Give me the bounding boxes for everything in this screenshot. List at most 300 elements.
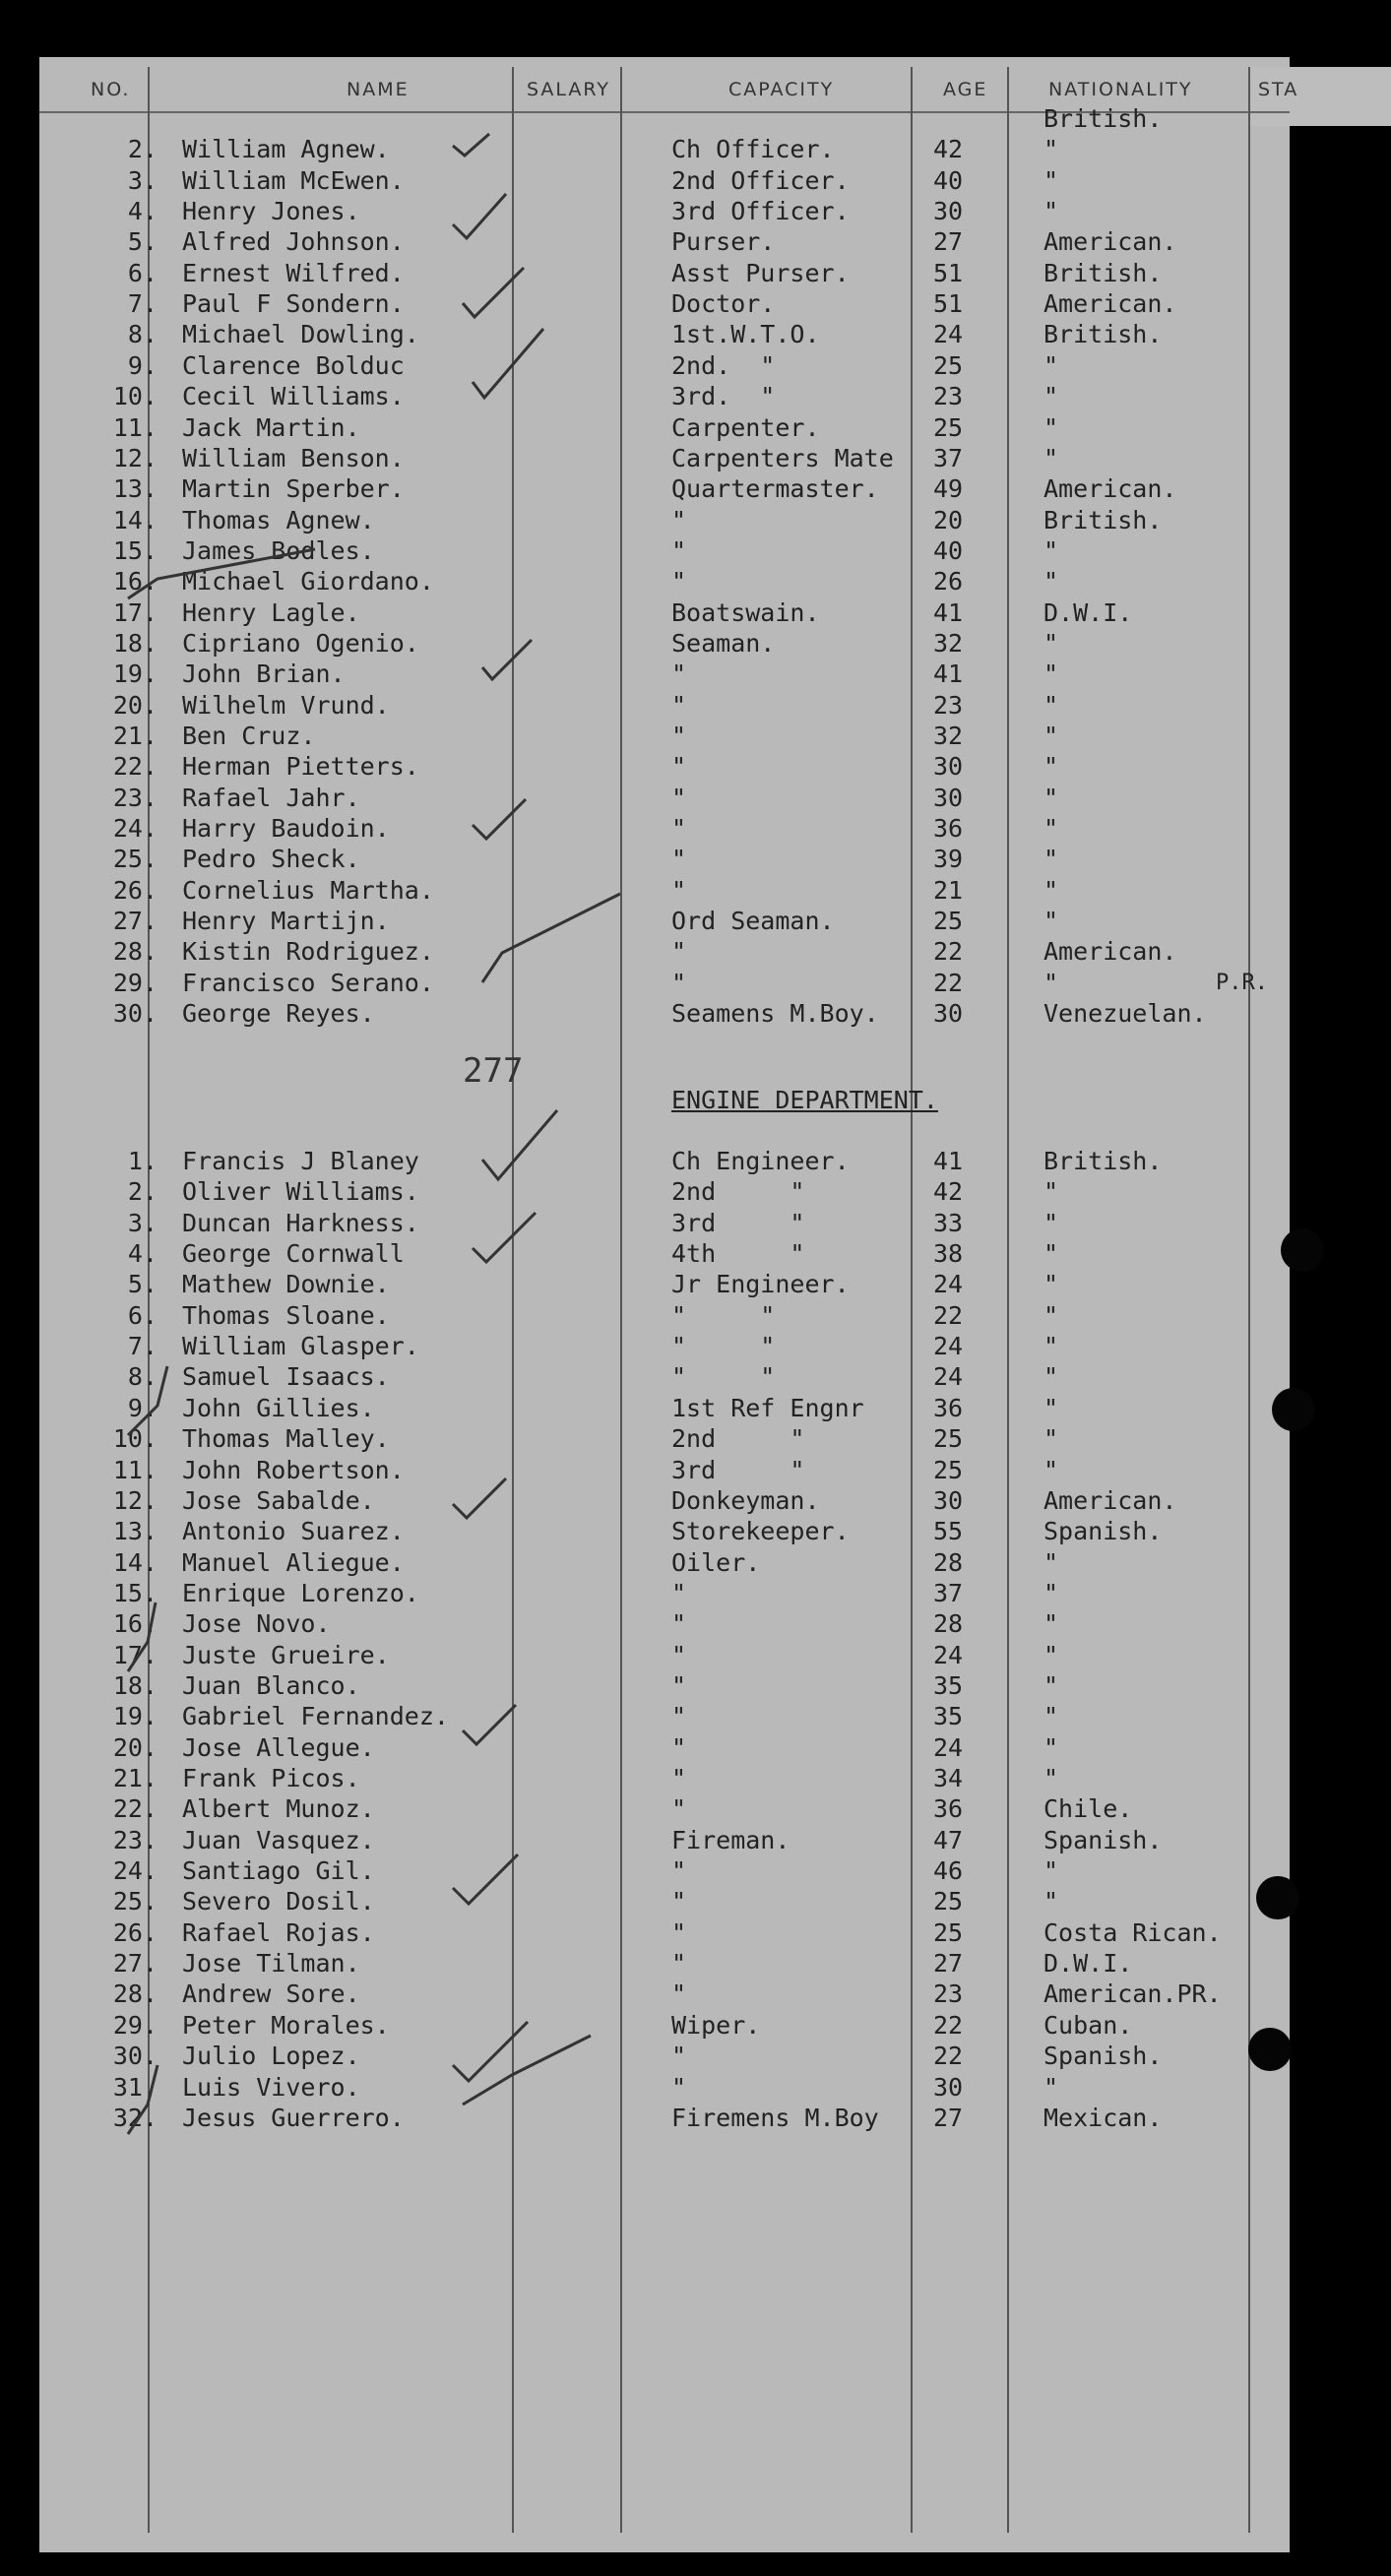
crew-capacity: "	[671, 690, 687, 720]
crew-number: 26.	[112, 1917, 158, 1947]
crew-name: Severo Dosil.	[182, 1887, 375, 1916]
crew-nationality: Cuban.	[1043, 2010, 1133, 2040]
crew-name: Thomas Malley.	[182, 1424, 390, 1454]
crew-nationality: D.W.I.	[1043, 1949, 1133, 1979]
crew-capacity: Ch Officer.	[671, 135, 835, 164]
crew-nationality: "	[1043, 1640, 1059, 1669]
crew-capacity: Donkeyman.	[671, 1485, 820, 1515]
crew-name: Alfred Johnson.	[182, 227, 405, 257]
crew-age: 55	[933, 1517, 964, 1546]
crew-nationality: British.	[1043, 320, 1163, 349]
crew-nationality: British.	[1043, 505, 1163, 534]
crew-age: 27	[933, 2103, 964, 2132]
crew-capacity: 3rd "	[671, 1455, 805, 1484]
crew-capacity: Jr Engineer.	[671, 1270, 850, 1299]
crew-name: Jose Sabalde.	[182, 1485, 375, 1515]
crew-age: 25	[933, 412, 964, 442]
crew-number: 19.	[112, 1702, 158, 1731]
crew-number: 17.	[112, 1640, 158, 1669]
crew-nationality: Spanish.	[1043, 2042, 1163, 2071]
crew-age: 51	[933, 258, 964, 287]
crew-capacity: "	[671, 1732, 687, 1762]
crew-number: 8.	[127, 320, 158, 349]
crew-name: Paul F Sondern.	[182, 289, 405, 319]
crew-capacity: Carpenter.	[671, 412, 820, 442]
crew-age: 30	[933, 2072, 964, 2102]
crew-number: 23.	[112, 783, 158, 812]
crew-age: 22	[933, 2010, 964, 2040]
crew-age: 41	[933, 597, 964, 627]
crew-age: 25	[933, 1887, 964, 1916]
crew-age: 28	[933, 1609, 964, 1639]
check-mark	[453, 134, 489, 156]
crew-number: 29.	[112, 2010, 158, 2040]
check-mark	[128, 1366, 167, 1435]
crew-number: 5.	[127, 1270, 158, 1299]
check-mark	[128, 549, 315, 598]
crew-capacity: "	[671, 845, 687, 874]
crew-nationality: "	[1043, 412, 1059, 442]
crew-nationality: "	[1043, 814, 1059, 844]
crew-age: 51	[933, 289, 964, 319]
crew-nationality: American.	[1043, 474, 1177, 504]
crew-nationality: "	[1043, 1177, 1059, 1207]
crew-capacity: "	[671, 1949, 687, 1979]
crew-capacity: "	[671, 1794, 687, 1824]
header-status: STA	[1258, 79, 1299, 100]
crew-number: 28.	[112, 1979, 158, 2009]
crew-age: 36	[933, 1794, 964, 1824]
crew-number: 11.	[112, 1455, 158, 1484]
crew-name: Mathew Downie.	[182, 1270, 390, 1299]
crew-name: Juste Grueire.	[182, 1640, 390, 1669]
crew-age: 36	[933, 1393, 964, 1422]
crew-name: Jack Martin.	[182, 412, 360, 442]
crew-age: 25	[933, 350, 964, 380]
crew-name: Michael Dowling.	[182, 320, 419, 349]
crew-age: 46	[933, 1856, 964, 1886]
crew-number: 21.	[112, 1764, 158, 1792]
crew-name: Henry Martijn.	[182, 907, 390, 936]
crew-number: 23.	[112, 1825, 158, 1854]
crew-number: 20.	[112, 1732, 158, 1762]
crew-nationality: "	[1043, 1362, 1059, 1392]
crew-name: Wilhelm Vrund.	[182, 690, 390, 720]
crew-nationality: "	[1043, 968, 1059, 997]
crew-nationality: "	[1043, 1300, 1059, 1330]
crew-name: John Robertson.	[182, 1455, 405, 1484]
crew-age: 30	[933, 197, 964, 226]
crew-nationality: "	[1043, 1424, 1059, 1454]
crew-number: 2.	[127, 1177, 158, 1207]
crew-nationality: "	[1043, 567, 1059, 597]
crew-name: Henry Jones.	[182, 197, 360, 226]
crew-age: 23	[933, 690, 964, 720]
crew-age: 24	[933, 1332, 964, 1361]
crew-age: 24	[933, 320, 964, 349]
crew-number: 4.	[127, 197, 158, 226]
crew-capacity: "	[671, 875, 687, 905]
crew-name: Antonio Suarez.	[182, 1517, 405, 1546]
crew-name: George Cornwall	[182, 1239, 405, 1269]
crew-number: 18.	[112, 628, 158, 658]
crew-name: Ben Cruz.	[182, 722, 316, 750]
crew-nationality: "	[1043, 875, 1059, 905]
crew-nationality: American.PR.	[1043, 1979, 1222, 2009]
crew-nationality: Mexican.	[1043, 2103, 1163, 2132]
crew-age: 24	[933, 1362, 964, 1392]
crew-age: 24	[933, 1270, 964, 1299]
crew-number: 15.	[112, 535, 158, 565]
crew-age: 25	[933, 1917, 964, 1947]
crew-nationality: "	[1043, 1547, 1059, 1577]
crew-number: 31.	[112, 2072, 158, 2102]
crew-capacity: Fireman.	[671, 1825, 790, 1854]
crew-nationality: "	[1043, 1455, 1059, 1484]
crew-capacity: 3rd "	[671, 1208, 805, 1237]
crew-nationality: "	[1043, 1764, 1059, 1792]
crew-capacity: "	[671, 1887, 687, 1916]
crew-capacity: "	[671, 1979, 687, 2009]
crew-age: 39	[933, 845, 964, 874]
crew-nationality: "	[1043, 1270, 1059, 1299]
crew-nationality: "	[1043, 660, 1059, 689]
crew-capacity: "	[671, 535, 687, 565]
crew-capacity: "	[671, 1917, 687, 1947]
crew-capacity: "	[671, 752, 687, 782]
crew-name: Luis Vivero.	[182, 2072, 360, 2102]
handwritten-check-marks	[39, 57, 1290, 2552]
crew-age: 23	[933, 1979, 964, 2009]
crew-name: Andrew Sore.	[182, 1979, 360, 2009]
crew-name: William Glasper.	[182, 1332, 419, 1361]
crew-number: 24.	[112, 1856, 158, 1886]
crew-capacity: " "	[671, 1362, 776, 1392]
crew-number: 16.	[112, 1609, 158, 1639]
crew-capacity: 3rd. "	[671, 382, 776, 411]
crew-name: Julio Lopez.	[182, 2042, 360, 2071]
crew-age: 41	[933, 660, 964, 689]
crew-nationality: Spanish.	[1043, 1825, 1163, 1854]
crew-capacity: "	[671, 1578, 687, 1607]
header-salary: SALARY	[527, 79, 611, 100]
header-capacity: CAPACITY	[728, 79, 835, 100]
crew-nationality: "	[1043, 2072, 1059, 2102]
crew-capacity: "	[671, 2042, 687, 2071]
crew-capacity: "	[671, 722, 687, 750]
crew-name: John Gillies.	[182, 1393, 375, 1422]
crew-name: Michael Giordano.	[182, 567, 434, 597]
crew-number: 6.	[127, 258, 158, 287]
check-mark	[463, 268, 524, 317]
crew-age: 40	[933, 535, 964, 565]
crew-capacity: 1st Ref Engnr	[671, 1393, 864, 1422]
check-mark	[473, 1213, 536, 1262]
crew-name: Enrique Lorenzo.	[182, 1578, 419, 1607]
crew-name: John Brian.	[182, 660, 346, 689]
crew-nationality: "	[1043, 907, 1059, 936]
crew-nationality: "	[1043, 350, 1059, 380]
crew-number: 3.	[127, 1208, 158, 1237]
crew-number: 13.	[112, 1517, 158, 1546]
crew-name: Rafael Rojas.	[182, 1917, 375, 1947]
crew-name: Juan Vasquez.	[182, 1825, 375, 1854]
crew-age: 26	[933, 567, 964, 597]
crew-name: Harry Baudoin.	[182, 814, 390, 844]
crew-nationality: "	[1043, 690, 1059, 720]
crew-capacity: "	[671, 1702, 687, 1731]
crew-number: 20.	[112, 690, 158, 720]
crew-capacity: "	[671, 1764, 687, 1792]
crew-nationality: "	[1043, 722, 1059, 750]
crew-number: 25.	[112, 845, 158, 874]
crew-nationality: American.	[1043, 1485, 1177, 1515]
crew-age: 25	[933, 907, 964, 936]
check-mark	[482, 640, 532, 679]
crew-number: 5.	[127, 227, 158, 257]
crew-name: Oliver Williams.	[182, 1177, 419, 1207]
crew-name: William Benson.	[182, 443, 405, 472]
crew-number: 16.	[112, 567, 158, 597]
crew-age: 35	[933, 1670, 964, 1700]
crew-nationality: "	[1043, 165, 1059, 195]
crew-number: 10.	[112, 1424, 158, 1454]
crew-number: 26.	[112, 875, 158, 905]
crew-name: Duncan Harkness.	[182, 1208, 419, 1237]
crew-nationality: "	[1043, 1332, 1059, 1361]
crew-number: 7.	[127, 1332, 158, 1361]
crew-capacity: Storekeeper.	[671, 1517, 850, 1546]
crew-number: 1.	[127, 1147, 158, 1175]
crew-nationality: "	[1043, 1578, 1059, 1607]
crew-age: 30	[933, 783, 964, 812]
crew-number: 9.	[127, 350, 158, 380]
check-mark	[473, 799, 526, 839]
crew-age: 27	[933, 227, 964, 257]
crew-capacity: Seaman.	[671, 628, 776, 658]
crew-number: 22.	[112, 1794, 158, 1824]
crew-capacity: Boatswain.	[671, 597, 820, 627]
crew-nationality: "	[1043, 1856, 1059, 1886]
crew-number: 32.	[112, 2103, 158, 2132]
crew-name: Frank Picos.	[182, 1764, 360, 1792]
crew-capacity: "	[671, 968, 687, 997]
crew-name: Cecil Williams.	[182, 382, 405, 411]
crew-name: Thomas Sloane.	[182, 1300, 390, 1330]
crew-name: Thomas Agnew.	[182, 505, 375, 534]
crew-age: 41	[933, 1147, 964, 1175]
header-name: NAME	[347, 79, 410, 100]
crew-nationality: Chile.	[1043, 1794, 1133, 1824]
crew-name: Jesus Guerrero.	[182, 2103, 405, 2132]
crew-capacity: "	[671, 1670, 687, 1700]
crew-capacity: "	[671, 2072, 687, 2102]
crew-nationality: D.W.I.	[1043, 597, 1133, 627]
punch-hole	[1272, 1388, 1315, 1431]
crew-age: 24	[933, 1732, 964, 1762]
crew-nationality: "	[1043, 197, 1059, 226]
check-mark	[453, 1854, 518, 1904]
crew-number: 15.	[112, 1578, 158, 1607]
crew-name: Francis J Blaney	[182, 1147, 419, 1175]
crew-age: 27	[933, 1949, 964, 1979]
crew-nationality: American.	[1043, 289, 1177, 319]
crew-capacity: "	[671, 937, 687, 967]
crew-number: 19.	[112, 660, 158, 689]
crew-number: 17.	[112, 597, 158, 627]
crew-nationality: Venezuelan.	[1043, 999, 1207, 1029]
crew-number: 28.	[112, 937, 158, 967]
crew-name: Santiago Gil.	[182, 1856, 375, 1886]
punch-hole	[1256, 1876, 1299, 1919]
crew-name: Samuel Isaacs.	[182, 1362, 390, 1392]
crew-capacity: Ord Seaman.	[671, 907, 835, 936]
crew-number: 22.	[112, 752, 158, 782]
crew-age: 30	[933, 1485, 964, 1515]
crew-nationality: "	[1043, 1609, 1059, 1639]
crew-nationality: British.	[1043, 258, 1163, 287]
crew-age: 21	[933, 875, 964, 905]
crew-nationality: American.	[1043, 937, 1177, 967]
crew-age: 42	[933, 135, 964, 164]
crew-number: 14.	[112, 1547, 158, 1577]
crew-name: Henry Lagle.	[182, 597, 360, 627]
crew-capacity: "	[671, 1640, 687, 1669]
crew-capacity: "	[671, 567, 687, 597]
crew-number: 21.	[112, 722, 158, 750]
crew-name: Cipriano Ogenio.	[182, 628, 419, 658]
crew-nationality: "	[1043, 382, 1059, 411]
crew-name: Jose Allegue.	[182, 1732, 375, 1762]
crew-capacity: Ch Engineer.	[671, 1147, 850, 1175]
header-age: AGE	[943, 79, 988, 100]
crew-nationality: "	[1043, 783, 1059, 812]
crew-capacity: "	[671, 814, 687, 844]
crew-name: Herman Pietters.	[182, 752, 419, 782]
crew-number: 27.	[112, 907, 158, 936]
crew-name: Kistin Rodriguez.	[182, 937, 434, 967]
crew-number: 30.	[112, 2042, 158, 2071]
crew-nationality: "	[1043, 752, 1059, 782]
crew-age: 37	[933, 1578, 964, 1607]
crew-capacity: "	[671, 1609, 687, 1639]
check-mark	[453, 194, 506, 238]
crew-capacity: "	[671, 783, 687, 812]
crew-number: 3.	[127, 165, 158, 195]
crew-number: 7.	[127, 289, 158, 319]
crew-nationality: "	[1043, 1208, 1059, 1237]
crew-age: 30	[933, 752, 964, 782]
crew-number: 14.	[112, 505, 158, 534]
crew-age: 35	[933, 1702, 964, 1731]
crew-capacity: Seamens M.Boy.	[671, 999, 879, 1029]
crew-age: 22	[933, 937, 964, 967]
header-nationality: NATIONALITY	[1048, 79, 1193, 100]
crew-name: Martin Sperber.	[182, 474, 405, 504]
crew-name: Pedro Sheck.	[182, 845, 360, 874]
crew-capacity: Purser.	[671, 227, 776, 257]
crew-nationality: "	[1043, 628, 1059, 658]
crew-age: 20	[933, 505, 964, 534]
check-mark	[463, 2036, 591, 2105]
crew-capacity: Oiler.	[671, 1547, 761, 1577]
crew-number: 8.	[127, 1362, 158, 1392]
crew-capacity: "	[671, 1856, 687, 1886]
crew-age: 22	[933, 968, 964, 997]
crew-number: 25.	[112, 1887, 158, 1916]
punch-hole	[1248, 2028, 1292, 2071]
crew-age: 24	[933, 1640, 964, 1669]
crew-number: 24.	[112, 814, 158, 844]
crew-capacity: Carpenters Mate	[671, 443, 894, 472]
crew-age: 30	[933, 999, 964, 1029]
crew-nationality: "	[1043, 1393, 1059, 1422]
crew-capacity: " "	[671, 1332, 776, 1361]
manifest-sheet	[39, 57, 1299, 2552]
crew-age: 47	[933, 1825, 964, 1854]
crew-number: 9.	[127, 1393, 158, 1422]
crew-capacity: 1st.W.T.O.	[671, 320, 820, 349]
crew-name: Jose Novo.	[182, 1609, 331, 1639]
crew-number: 6.	[127, 1300, 158, 1330]
crew-number: 29.	[112, 968, 158, 997]
crew-name: William McEwen.	[182, 165, 405, 195]
crew-number: 2.	[127, 135, 158, 164]
crew-name: Francisco Serano.	[182, 968, 434, 997]
crew-capacity: 2nd. "	[671, 350, 776, 380]
crew-name: Gabriel Fernandez.	[182, 1702, 449, 1731]
crew-capacity: Quartermaster.	[671, 474, 879, 504]
header-no: NO.	[91, 79, 131, 100]
crew-capacity: 2nd "	[671, 1177, 805, 1207]
crew-nationality: Costa Rican.	[1043, 1917, 1222, 1947]
crew-number: 13.	[112, 474, 158, 504]
crew-name: Jose Tilman.	[182, 1949, 360, 1979]
crew-nationality: British.	[1043, 1147, 1163, 1175]
crew-age: 36	[933, 814, 964, 844]
crew-age: 40	[933, 165, 964, 195]
crew-number: 10.	[112, 382, 158, 411]
crew-capacity: 4th "	[671, 1239, 805, 1269]
crew-name: Peter Morales.	[182, 2010, 390, 2040]
crew-nationality: British.	[1043, 104, 1163, 133]
crew-age: 22	[933, 1300, 964, 1330]
crew-name: Manuel Aliegue.	[182, 1547, 405, 1577]
crew-name: William Agnew.	[182, 135, 390, 164]
crew-age: 25	[933, 1455, 964, 1484]
crew-nationality: "	[1043, 845, 1059, 874]
crew-name: George Reyes.	[182, 999, 375, 1029]
crew-nationality: "	[1043, 1239, 1059, 1269]
crew-nationality: "	[1043, 135, 1059, 164]
crew-nationality: "	[1043, 535, 1059, 565]
crew-age: 28	[933, 1547, 964, 1577]
crew-number: 12.	[112, 443, 158, 472]
crew-age: 42	[933, 1177, 964, 1207]
crew-capacity: 3rd Officer.	[671, 197, 850, 226]
crew-number: 30.	[112, 999, 158, 1029]
crew-age: 49	[933, 474, 964, 504]
crew-capacity: 2nd Officer.	[671, 165, 850, 195]
crew-name: Cornelius Martha.	[182, 875, 434, 905]
crew-number: 11.	[112, 412, 158, 442]
crew-note: P.R.	[1216, 970, 1268, 995]
crew-age: 32	[933, 628, 964, 658]
crew-age: 34	[933, 1764, 964, 1792]
crew-capacity: Firemens M.Boy	[671, 2103, 879, 2132]
crew-name: James Bodles.	[182, 535, 375, 565]
crew-name: Albert Munoz.	[182, 1794, 375, 1824]
